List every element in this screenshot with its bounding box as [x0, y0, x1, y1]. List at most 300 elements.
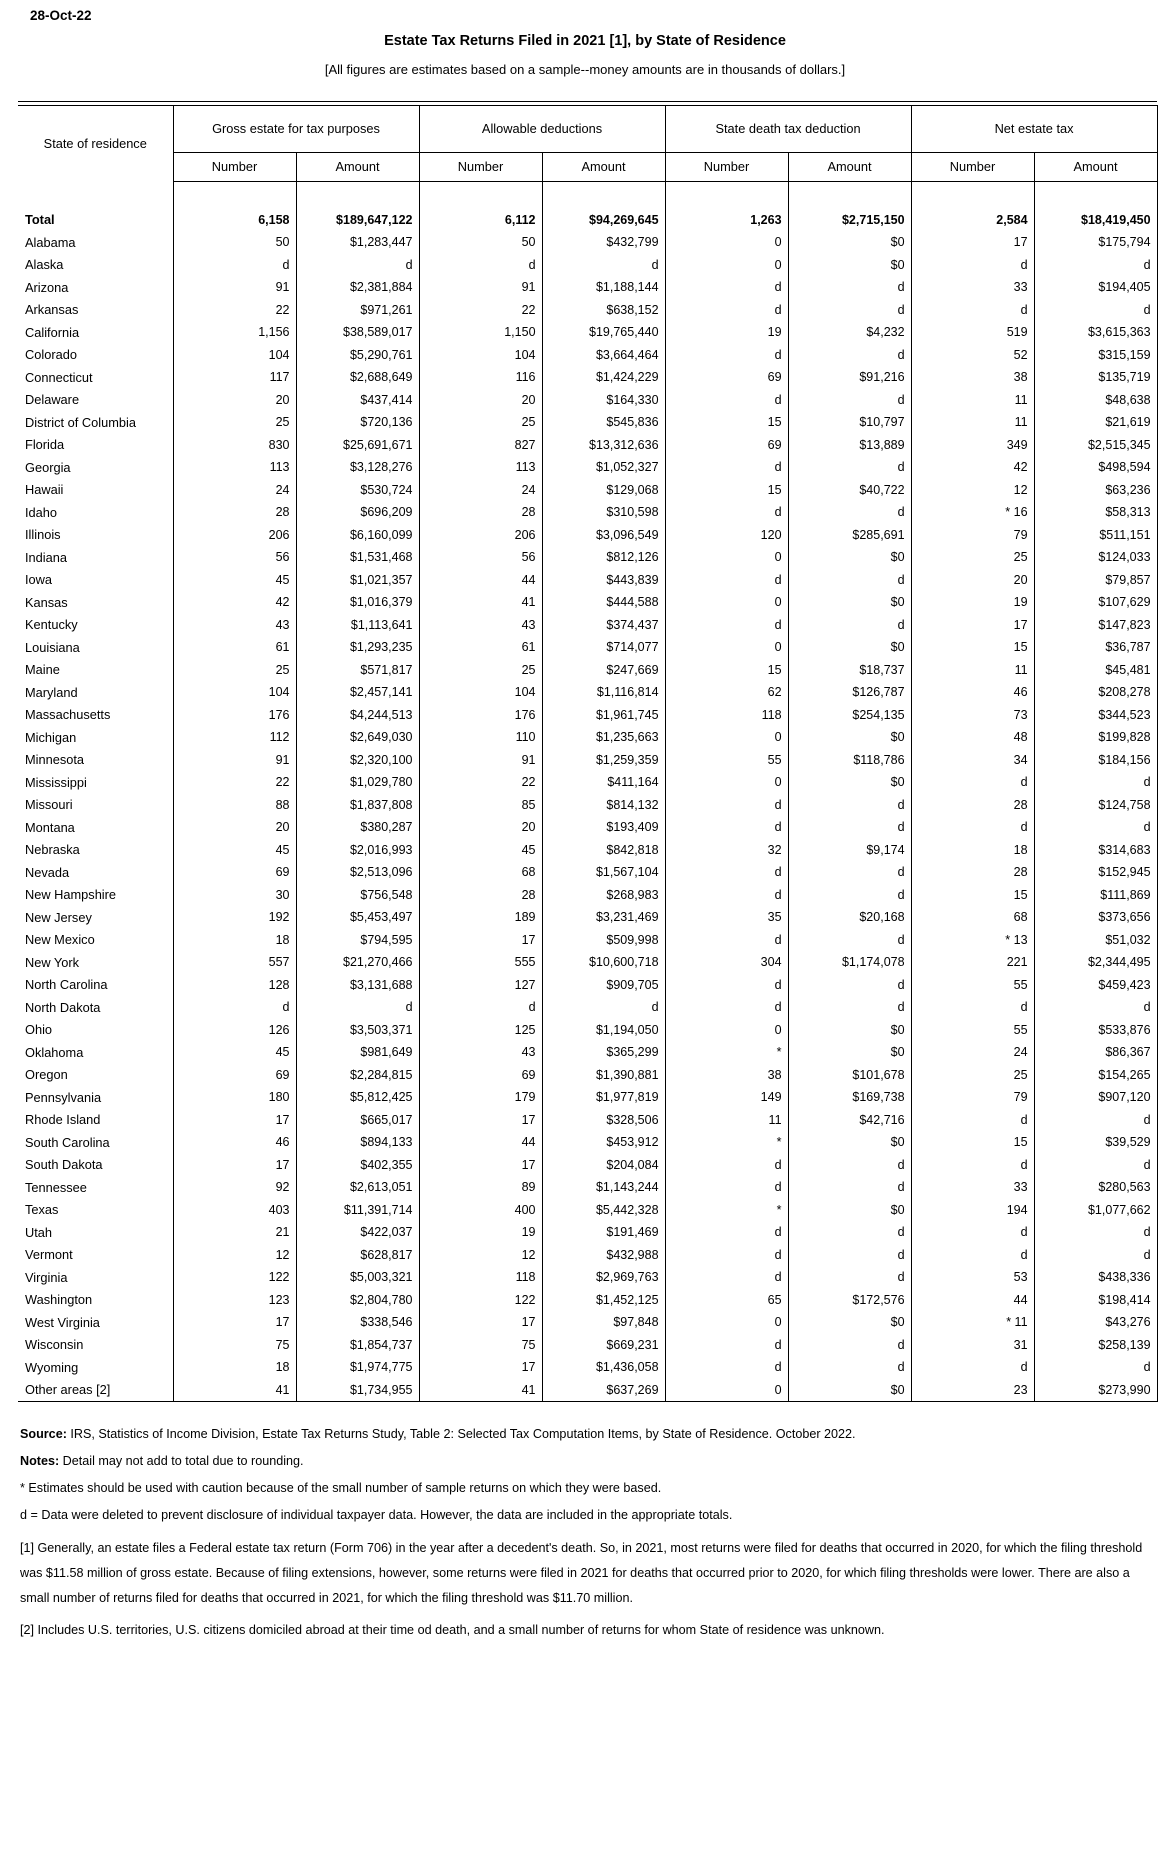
- value-cell: 91: [419, 276, 542, 299]
- value-cell: $894,133: [296, 1131, 419, 1154]
- value-cell: $1,567,104: [542, 861, 665, 884]
- value-cell: 75: [173, 1334, 296, 1357]
- value-cell: 25: [911, 1064, 1034, 1087]
- table-row: [18, 411, 1157, 434]
- value-cell: $756,548: [296, 884, 419, 907]
- value-cell: d: [788, 794, 911, 817]
- table-row: [18, 794, 1157, 817]
- value-cell: $971,261: [296, 299, 419, 322]
- table-row: [18, 546, 1157, 569]
- value-cell: $438,336: [1034, 1266, 1157, 1289]
- state-cell: Nevada: [25, 864, 70, 880]
- value-cell: $365,299: [542, 1041, 665, 1064]
- value-cell: d: [665, 929, 788, 952]
- value-cell: $13,312,636: [542, 434, 665, 457]
- value-cell: 45: [173, 569, 296, 592]
- value-cell: 0: [665, 591, 788, 614]
- value-cell: d: [788, 929, 911, 952]
- value-cell: 45: [173, 1041, 296, 1064]
- state-cell: Washington: [25, 1292, 93, 1308]
- value-cell: d: [1034, 299, 1157, 322]
- value-cell: $5,442,328: [542, 1199, 665, 1222]
- value-cell: $328,506: [542, 1109, 665, 1132]
- value-cell: 17: [173, 1109, 296, 1132]
- value-cell: 18: [911, 839, 1034, 862]
- table-row: [18, 456, 1157, 479]
- value-cell: $193,409: [542, 816, 665, 839]
- value-cell: 73: [911, 704, 1034, 727]
- value-cell: 0: [665, 546, 788, 569]
- table-row: [18, 614, 1157, 637]
- value-cell: 126: [173, 1019, 296, 1042]
- state-cell: Mississippi: [25, 774, 87, 790]
- table-row: [18, 524, 1157, 547]
- group-header-net-estate-tax: Net estate tax: [911, 105, 1157, 152]
- value-cell: $1,116,814: [542, 681, 665, 704]
- value-cell: d: [296, 996, 419, 1019]
- state-cell: Minnesota: [25, 752, 85, 768]
- value-cell: 110: [419, 726, 542, 749]
- value-cell: $1,531,468: [296, 546, 419, 569]
- value-cell: 33: [911, 1176, 1034, 1199]
- value-cell: 15: [911, 1131, 1034, 1154]
- value-cell: 120: [665, 524, 788, 547]
- sub-header-row: [18, 152, 1157, 181]
- value-cell: 20: [911, 569, 1034, 592]
- value-cell: $194,405: [1034, 276, 1157, 299]
- value-cell: 18: [173, 1356, 296, 1379]
- value-cell: d: [296, 254, 419, 277]
- footnotes: [20, 1426, 1156, 1638]
- table-row: [18, 681, 1157, 704]
- value-cell: $91,216: [788, 366, 911, 389]
- value-cell: 17: [419, 1356, 542, 1379]
- table-row: [18, 974, 1157, 997]
- value-cell: $36,787: [1034, 636, 1157, 659]
- table-row: [18, 906, 1157, 929]
- value-cell: 125: [419, 1019, 542, 1042]
- rounding-note: [20, 1453, 1156, 1469]
- value-cell: $2,804,780: [296, 1289, 419, 1312]
- value-cell: $40,722: [788, 479, 911, 502]
- value-cell: $2,344,495: [1034, 951, 1157, 974]
- state-cell: Other areas [2]: [25, 1382, 111, 1398]
- value-cell: $1,235,663: [542, 726, 665, 749]
- value-cell: $628,817: [296, 1244, 419, 1267]
- value-cell: $315,159: [1034, 344, 1157, 367]
- value-cell: 25: [173, 659, 296, 682]
- value-cell: 46: [911, 681, 1034, 704]
- table-row: [18, 839, 1157, 862]
- value-cell: 118: [665, 704, 788, 727]
- value-cell: $198,414: [1034, 1289, 1157, 1312]
- value-cell: d: [665, 996, 788, 1019]
- state-cell: Arkansas: [25, 302, 79, 318]
- value-cell: $169,738: [788, 1086, 911, 1109]
- value-cell: $2,457,141: [296, 681, 419, 704]
- value-cell: $2,016,993: [296, 839, 419, 862]
- state-cell: Arizona: [25, 279, 69, 295]
- value-cell: 23: [911, 1379, 1034, 1402]
- value-cell: 24: [911, 1041, 1034, 1064]
- value-cell: 6,112: [419, 209, 542, 232]
- value-cell: $5,290,761: [296, 344, 419, 367]
- value-cell: $498,594: [1034, 456, 1157, 479]
- table-row: [18, 569, 1157, 592]
- value-cell: d: [665, 861, 788, 884]
- value-cell: $1,021,357: [296, 569, 419, 592]
- value-cell: $0: [788, 231, 911, 254]
- value-cell: 127: [419, 974, 542, 997]
- table-row: [18, 1266, 1157, 1289]
- value-cell: $199,828: [1034, 726, 1157, 749]
- value-cell: $2,649,030: [296, 726, 419, 749]
- state-cell: Rhode Island: [25, 1112, 101, 1128]
- value-cell: $2,513,096: [296, 861, 419, 884]
- value-cell: d: [665, 299, 788, 322]
- value-cell: 25: [419, 659, 542, 682]
- table-row: [18, 1221, 1157, 1244]
- value-cell: $1,977,819: [542, 1086, 665, 1109]
- value-cell: $94,269,645: [542, 209, 665, 232]
- value-cell: 118: [419, 1266, 542, 1289]
- value-cell: d: [665, 884, 788, 907]
- state-cell: Texas: [25, 1202, 59, 1218]
- value-cell: d: [1034, 254, 1157, 277]
- value-cell: 179: [419, 1086, 542, 1109]
- value-cell: d: [911, 1244, 1034, 1267]
- table-row: [18, 1199, 1157, 1222]
- table-row: [18, 344, 1157, 367]
- value-cell: 122: [173, 1266, 296, 1289]
- value-cell: d: [788, 974, 911, 997]
- table-row: [18, 1131, 1157, 1154]
- group-header-gross-estate: Gross estate for tax purposes: [173, 105, 419, 152]
- value-cell: 117: [173, 366, 296, 389]
- value-cell: 32: [665, 839, 788, 862]
- value-cell: $63,236: [1034, 479, 1157, 502]
- value-cell: 0: [665, 1379, 788, 1402]
- value-cell: $2,969,763: [542, 1266, 665, 1289]
- table-row: [18, 366, 1157, 389]
- state-cell: Virginia: [25, 1269, 68, 1285]
- value-cell: $45,481: [1034, 659, 1157, 682]
- value-cell: $2,613,051: [296, 1176, 419, 1199]
- value-cell: $42,716: [788, 1109, 911, 1132]
- value-cell: $1,016,379: [296, 591, 419, 614]
- value-cell: $1,452,125: [542, 1289, 665, 1312]
- table-row: [18, 884, 1157, 907]
- value-cell: 827: [419, 434, 542, 457]
- value-cell: 25: [419, 411, 542, 434]
- value-cell: $135,719: [1034, 366, 1157, 389]
- value-cell: 113: [419, 456, 542, 479]
- value-cell: 206: [173, 524, 296, 547]
- value-cell: d: [665, 1266, 788, 1289]
- value-cell: d: [173, 254, 296, 277]
- value-cell: $533,876: [1034, 1019, 1157, 1042]
- value-cell: 34: [911, 749, 1034, 772]
- value-cell: 176: [419, 704, 542, 727]
- value-cell: $669,231: [542, 1334, 665, 1357]
- value-cell: 28: [173, 501, 296, 524]
- value-cell: $714,077: [542, 636, 665, 659]
- value-cell: 20: [173, 816, 296, 839]
- group-header-state-death-tax: State death tax deduction: [665, 105, 911, 152]
- value-cell: 35: [665, 906, 788, 929]
- value-cell: 28: [911, 794, 1034, 817]
- value-cell: $314,683: [1034, 839, 1157, 862]
- asterisk-note: * Estimates should be used with caution because of the small number of sample returns on which they were based.: [20, 1481, 662, 1495]
- value-cell: $638,152: [542, 299, 665, 322]
- footnote-1: [1] Generally, an estate files a Federal estate tax return (Form 706) in the year after a decedent's death. So, in 2021, most returns were filed for deaths that occurred in 2020, for which the filing threshold was $11.58 million of gross estate. Because of filing extensions, however, some returns were filed in 2021 for deaths that occurred prior to 2020, for which filing thresholds were lower. There are also a small number of returns filed for deaths that occurred in 2021, for which the filing threshold was $11.70 million.: [20, 1541, 1143, 1605]
- value-cell: d: [1034, 1356, 1157, 1379]
- value-cell: 41: [173, 1379, 296, 1402]
- table-row: [18, 389, 1157, 412]
- value-cell: d: [788, 996, 911, 1019]
- value-cell: 45: [419, 839, 542, 862]
- value-cell: $373,656: [1034, 906, 1157, 929]
- table-row: [18, 816, 1157, 839]
- deleted-data-note: d = Data were deleted to prevent disclosure of individual taxpayer data. However, the data are included in the appropriate totals.: [20, 1508, 733, 1522]
- value-cell: 128: [173, 974, 296, 997]
- value-cell: d: [665, 389, 788, 412]
- value-cell: 104: [419, 344, 542, 367]
- value-cell: $25,691,671: [296, 434, 419, 457]
- value-cell: d: [788, 501, 911, 524]
- value-cell: $3,503,371: [296, 1019, 419, 1042]
- value-cell: 11: [665, 1109, 788, 1132]
- value-cell: $0: [788, 1379, 911, 1402]
- value-cell: d: [665, 344, 788, 367]
- value-cell: $422,037: [296, 1221, 419, 1244]
- value-cell: $907,120: [1034, 1086, 1157, 1109]
- value-cell: $254,135: [788, 704, 911, 727]
- value-cell: d: [788, 861, 911, 884]
- state-cell: Hawaii: [25, 482, 64, 498]
- value-cell: $2,688,649: [296, 366, 419, 389]
- value-cell: 15: [665, 411, 788, 434]
- value-cell: 50: [173, 231, 296, 254]
- value-cell: $794,595: [296, 929, 419, 952]
- value-cell: 12: [911, 479, 1034, 502]
- value-cell: $154,265: [1034, 1064, 1157, 1087]
- value-cell: 38: [911, 366, 1034, 389]
- value-cell: $1,734,955: [296, 1379, 419, 1402]
- value-cell: 20: [419, 816, 542, 839]
- table-row: [18, 209, 1157, 232]
- value-cell: $101,678: [788, 1064, 911, 1087]
- table-row: [18, 951, 1157, 974]
- value-cell: 50: [419, 231, 542, 254]
- value-cell: 15: [911, 884, 1034, 907]
- value-cell: $0: [788, 771, 911, 794]
- page-subtitle: [All figures are estimates based on a sample--money amounts are in thousands of dollars.]: [324, 62, 846, 77]
- value-cell: $48,638: [1034, 389, 1157, 412]
- value-cell: $571,817: [296, 659, 419, 682]
- value-cell: 53: [911, 1266, 1034, 1289]
- state-cell: Idaho: [25, 504, 58, 520]
- value-cell: $152,945: [1034, 861, 1157, 884]
- value-cell: $1,854,737: [296, 1334, 419, 1357]
- value-cell: $3,664,464: [542, 344, 665, 367]
- value-cell: 28: [911, 861, 1034, 884]
- state-cell: Nebraska: [25, 842, 80, 858]
- value-cell: * 11: [911, 1311, 1034, 1334]
- value-cell: $9,174: [788, 839, 911, 862]
- value-cell: d: [665, 614, 788, 637]
- value-cell: 41: [419, 1379, 542, 1402]
- state-cell: Kentucky: [25, 617, 78, 633]
- state-column-header: State of residence: [18, 105, 173, 181]
- table-row: [18, 479, 1157, 502]
- value-cell: $247,669: [542, 659, 665, 682]
- value-cell: d: [788, 299, 911, 322]
- value-cell: 20: [419, 389, 542, 412]
- state-cell: Louisiana: [25, 639, 80, 655]
- value-cell: 17: [911, 231, 1034, 254]
- value-cell: $1,077,662: [1034, 1199, 1157, 1222]
- value-cell: d: [1034, 1244, 1157, 1267]
- value-cell: 12: [419, 1244, 542, 1267]
- value-cell: $1,174,078: [788, 951, 911, 974]
- value-cell: 17: [419, 929, 542, 952]
- value-cell: $909,705: [542, 974, 665, 997]
- value-cell: 0: [665, 726, 788, 749]
- value-cell: d: [788, 456, 911, 479]
- value-cell: 1,263: [665, 209, 788, 232]
- value-cell: $530,724: [296, 479, 419, 502]
- table-row: [18, 1064, 1157, 1087]
- value-cell: $0: [788, 1041, 911, 1064]
- table-row: [18, 659, 1157, 682]
- value-cell: $1,113,641: [296, 614, 419, 637]
- value-cell: 19: [665, 321, 788, 344]
- state-cell: North Dakota: [25, 999, 101, 1015]
- value-cell: 17: [419, 1311, 542, 1334]
- value-cell: 44: [419, 1131, 542, 1154]
- value-cell: 38: [665, 1064, 788, 1087]
- value-cell: 206: [419, 524, 542, 547]
- table-row: [18, 434, 1157, 457]
- value-cell: $268,983: [542, 884, 665, 907]
- sub-header-number: Number: [173, 152, 296, 181]
- value-cell: 149: [665, 1086, 788, 1109]
- state-cell: Florida: [25, 437, 65, 453]
- value-cell: $1,283,447: [296, 231, 419, 254]
- value-cell: 18: [173, 929, 296, 952]
- sub-header-amount: Amount: [542, 152, 665, 181]
- value-cell: 17: [419, 1154, 542, 1177]
- value-cell: $86,367: [1034, 1041, 1157, 1064]
- table-row: [18, 929, 1157, 952]
- state-cell: Alaska: [25, 257, 64, 273]
- table-row: [18, 771, 1157, 794]
- state-cell: Oklahoma: [25, 1044, 84, 1060]
- value-cell: 61: [173, 636, 296, 659]
- value-cell: $13,889: [788, 434, 911, 457]
- value-cell: 28: [419, 501, 542, 524]
- value-cell: 30: [173, 884, 296, 907]
- value-cell: 113: [173, 456, 296, 479]
- value-cell: 22: [173, 299, 296, 322]
- value-cell: 44: [911, 1289, 1034, 1312]
- value-cell: d: [542, 254, 665, 277]
- value-cell: $147,823: [1034, 614, 1157, 637]
- notes-text: Detail may not add to total due to rounding.: [59, 1454, 304, 1468]
- sub-header-amount: Amount: [296, 152, 419, 181]
- value-cell: $10,600,718: [542, 951, 665, 974]
- value-cell: $18,419,450: [1034, 209, 1157, 232]
- table-row: [18, 1334, 1157, 1357]
- value-cell: 0: [665, 1311, 788, 1334]
- value-cell: $51,032: [1034, 929, 1157, 952]
- value-cell: $172,576: [788, 1289, 911, 1312]
- value-cell: d: [665, 1244, 788, 1267]
- value-cell: 403: [173, 1199, 296, 1222]
- value-cell: $1,143,244: [542, 1176, 665, 1199]
- state-cell: Michigan: [25, 729, 77, 745]
- value-cell: 43: [173, 614, 296, 637]
- value-cell: 68: [419, 861, 542, 884]
- value-cell: d: [665, 276, 788, 299]
- table-row: [18, 1176, 1157, 1199]
- table-row: [18, 1109, 1157, 1132]
- value-cell: d: [788, 884, 911, 907]
- state-cell: Wyoming: [25, 1359, 79, 1375]
- value-cell: $43,276: [1034, 1311, 1157, 1334]
- value-cell: $1,961,745: [542, 704, 665, 727]
- value-cell: $191,469: [542, 1221, 665, 1244]
- value-cell: d: [911, 254, 1034, 277]
- value-cell: $509,998: [542, 929, 665, 952]
- value-cell: $1,259,359: [542, 749, 665, 772]
- value-cell: $175,794: [1034, 231, 1157, 254]
- value-cell: $453,912: [542, 1131, 665, 1154]
- value-cell: d: [911, 1154, 1034, 1177]
- table-row: [18, 996, 1157, 1019]
- value-cell: 0: [665, 771, 788, 794]
- value-cell: $0: [788, 636, 911, 659]
- value-cell: 0: [665, 254, 788, 277]
- value-cell: $124,758: [1034, 794, 1157, 817]
- value-cell: 0: [665, 231, 788, 254]
- value-cell: 68: [911, 906, 1034, 929]
- value-cell: $4,232: [788, 321, 911, 344]
- value-cell: $0: [788, 254, 911, 277]
- value-cell: $1,837,808: [296, 794, 419, 817]
- value-cell: $280,563: [1034, 1176, 1157, 1199]
- value-cell: $5,453,497: [296, 906, 419, 929]
- value-cell: 69: [419, 1064, 542, 1087]
- value-cell: $1,436,058: [542, 1356, 665, 1379]
- value-cell: $411,164: [542, 771, 665, 794]
- value-cell: d: [665, 1221, 788, 1244]
- value-cell: 17: [173, 1154, 296, 1177]
- source-text: IRS, Statistics of Income Division, Estate Tax Returns Study, Table 2: Selected Tax Computation Items, by State of Residence. October 2022.: [66, 1427, 856, 1441]
- state-cell: Colorado: [25, 347, 77, 363]
- value-cell: 180: [173, 1086, 296, 1109]
- value-cell: d: [911, 1109, 1034, 1132]
- value-cell: $720,136: [296, 411, 419, 434]
- value-cell: 194: [911, 1199, 1034, 1222]
- value-cell: $20,168: [788, 906, 911, 929]
- value-cell: $126,787: [788, 681, 911, 704]
- state-cell: Montana: [25, 819, 75, 835]
- value-cell: $107,629: [1034, 591, 1157, 614]
- value-cell: $1,974,775: [296, 1356, 419, 1379]
- value-cell: 176: [173, 704, 296, 727]
